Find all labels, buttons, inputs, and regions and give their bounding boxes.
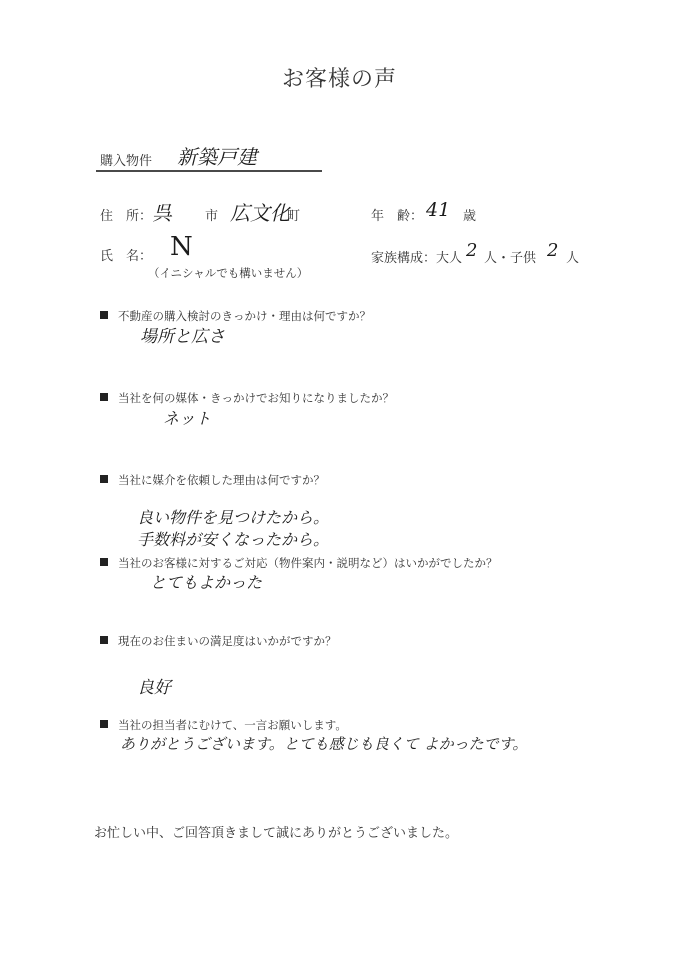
bullet-square-icon [100,475,108,483]
family-adults: 2 [466,240,478,261]
question-6: 当社の担当者にむけて、一言お願いします。 [100,717,347,733]
bullet-square-icon [100,558,108,566]
question-1: 不動産の購入検討のきっかけ・理由は何ですか？ [100,308,371,324]
name-label: 氏 名： [100,249,153,264]
family-children-unit: 人 [566,251,580,266]
question-3: 当社に媒介を依頼した理由は何ですか？ [100,472,325,488]
property-label: 購入物件 [100,154,153,169]
answer-5: 良好 [137,678,171,698]
question-5: 現在のお住まいの満足度はいかがですか？ [100,633,337,649]
property-underline [96,170,322,172]
page-title: お客様の声 [281,67,397,92]
answer-3-line-2: 手数料が安くなったから。 [137,530,330,549]
answer-3-line-1: 良い物件を見つけたから。 [137,508,330,527]
bullet-square-icon [100,720,108,728]
question-4: 当社のお客様に対するご対応（物件案内・説明など）はいかがでしたか？ [100,555,498,571]
closing-message: お忙しい中、ご回答頂きまして誠にありがとうございました。 [94,826,459,841]
address-city-suffix: 市 [205,209,219,224]
family-adults-unit: 人・子供 [484,251,537,266]
address-city: 呉 [152,201,172,225]
address-town-suffix: 町 [287,209,301,224]
answer-1: 場所と広さ [140,327,225,347]
answer-2: ネット [163,409,212,428]
bullet-square-icon [100,393,108,401]
age-label: 年 齢： [371,209,424,224]
bullet-square-icon [100,636,108,644]
bullet-square-icon [100,311,108,319]
family-children: 2 [547,240,559,261]
name-note: （イニシャルでも構いません） [148,266,309,280]
family-label: 家族構成：大人 [371,251,463,266]
property-value: 新築戸建 [177,145,257,169]
age-value: 41 [426,199,451,221]
address-label: 住 所： [100,209,153,224]
age-unit: 歳 [463,209,477,224]
name-value: N [170,232,193,262]
question-2: 当社を何の媒体・きっかけでお知りになりましたか？ [100,390,394,406]
address-town: 広文化 [230,201,290,225]
answer-6: ありがとうございます。とても感じも良くて よかったです。 [120,735,528,753]
answer-4: とてもよかった [150,573,263,592]
